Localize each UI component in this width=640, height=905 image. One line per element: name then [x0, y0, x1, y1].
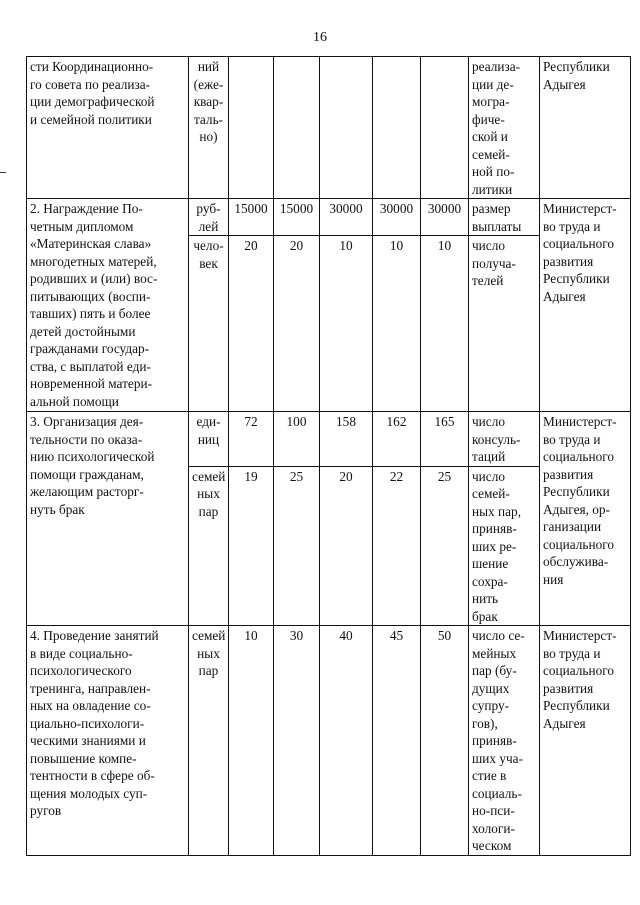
unit-cell: семей ных пар — [189, 626, 229, 856]
unit-cell: семей ных пар — [189, 466, 229, 626]
unit-cell: ний (еже- квар- таль- но) — [189, 57, 229, 199]
value-cell-1 — [229, 57, 274, 199]
event-cell: 4. Проведение занятий в виде социально- психологического тренинга, направлен- ных на овладение со- циально-психологи- ческими знаниями и повышение компе- тентности в сфере об- щения молодых суп- ругов — [27, 626, 189, 856]
unit-cell: руб- лей — [189, 199, 229, 236]
indicator-cell: число се- мейных пар (бу- дущих супру- гов), приняв- ших уча- стие в социаль- но-пси- хологи- ческом — [469, 626, 540, 856]
value-cell-5: 50 — [421, 626, 469, 856]
value-cell-1: 19 — [229, 466, 274, 626]
value-cell-4: 162 — [373, 412, 421, 467]
indicator-cell: число получа- телей — [469, 236, 540, 412]
value-cell-5: 30000 — [421, 199, 469, 236]
executor-cell: Министерст- во труда и социального развития Республики Адыгея — [540, 199, 631, 412]
value-cell-4: 10 — [373, 236, 421, 412]
table-row-item-3-a — [27, 412, 631, 467]
value-cell-3: 40 — [320, 626, 373, 856]
table-row-item-2-a — [27, 199, 631, 236]
value-cell-1: 72 — [229, 412, 274, 467]
value-cell-5: 25 — [421, 466, 469, 626]
value-cell-2: 20 — [274, 236, 320, 412]
value-cell-2: 25 — [274, 466, 320, 626]
value-cell-4: 30000 — [373, 199, 421, 236]
executor-cell: Республики Адыгея — [540, 57, 631, 199]
event-cell: 3. Организация дея- тельности по оказа- нию психологической помощи гражданам, желающим расторг- нуть брак — [27, 412, 189, 626]
value-cell-5: 10 — [421, 236, 469, 412]
unit-cell: еди- ниц — [189, 412, 229, 467]
event-cell: сти Координационно- го совета по реализа- ции демографической и семейной политики — [27, 57, 189, 199]
margin-tick-mark — [0, 172, 6, 173]
executor-cell: Министерст- во труда и социального развития Республики Адыгея — [540, 626, 631, 856]
value-cell-5: 165 — [421, 412, 469, 467]
value-cell-2: 100 — [274, 412, 320, 467]
value-cell-3 — [320, 57, 373, 199]
value-cell-1: 20 — [229, 236, 274, 412]
value-cell-4: 22 — [373, 466, 421, 626]
measures-table — [26, 56, 631, 856]
unit-cell: чело- век — [189, 236, 229, 412]
indicator-cell: размер выплаты — [469, 199, 540, 236]
table-row-item-4 — [27, 626, 631, 856]
executor-cell: Министерст- во труда и социального развития Республики Адыгея, ор- ганизации социального обслужива- ния — [540, 412, 631, 626]
value-cell-1: 15000 — [229, 199, 274, 236]
indicator-cell: число семей- ных пар, приняв- ших ре- шение сохра- нить брак — [469, 466, 540, 626]
value-cell-1: 10 — [229, 626, 274, 856]
table-row-continuation — [27, 57, 631, 199]
value-cell-2: 30 — [274, 626, 320, 856]
indicator-cell: число консуль- таций — [469, 412, 540, 467]
value-cell-3: 20 — [320, 466, 373, 626]
value-cell-2 — [274, 57, 320, 199]
event-cell: 2. Награждение По- четным дипломом «Материнская слава» многодетных матерей, родивших и (или) вос- питывающих (воспи- тавших) пять и более детей достойными гражданами государ- ства, с выплатой еди- новременной матери- альной помощи — [27, 199, 189, 412]
page-number: 16 — [313, 30, 327, 45]
value-cell-2: 15000 — [274, 199, 320, 236]
value-cell-4: 45 — [373, 626, 421, 856]
value-cell-3: 10 — [320, 236, 373, 412]
value-cell-3: 158 — [320, 412, 373, 467]
value-cell-5 — [421, 57, 469, 199]
value-cell-4 — [373, 57, 421, 199]
indicator-cell: реализа- ции де- могра- фиче- ской и семей- ной по- литики — [469, 57, 540, 199]
value-cell-3: 30000 — [320, 199, 373, 236]
